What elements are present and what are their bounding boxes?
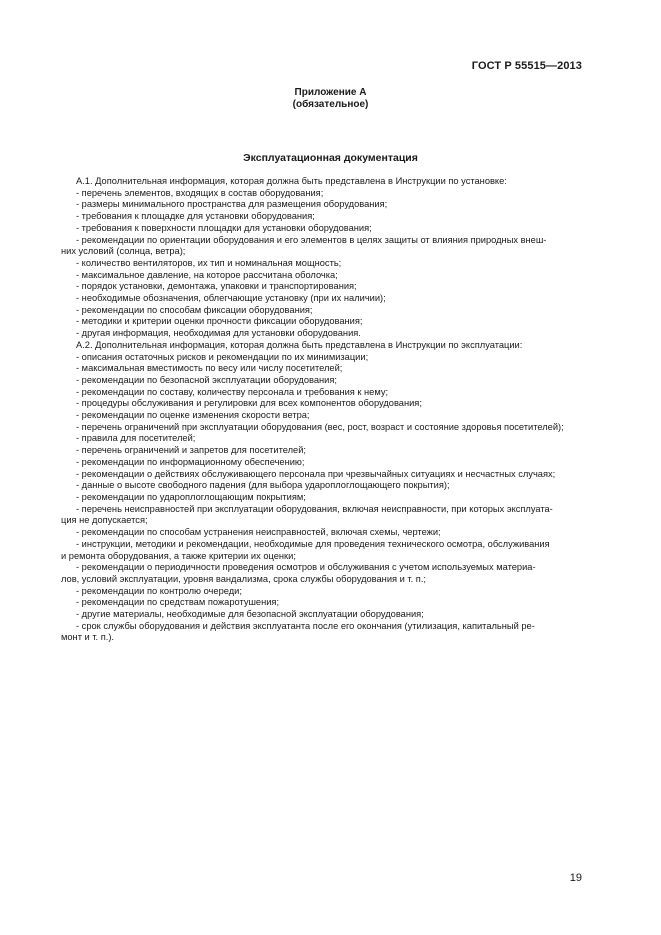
text-line: - другая информация, необходимая для установки оборудования. bbox=[76, 328, 361, 339]
text-line: - рекомендации по удароплоглощающим покрытиям; bbox=[76, 491, 306, 502]
text-line: - перечень неисправностей при эксплуатации оборудования, включая неисправности, при которых эксплуата- bbox=[76, 503, 553, 514]
annex-title: Приложение А bbox=[294, 87, 367, 98]
text-line: - перечень элементов, входящих в состав оборудования; bbox=[76, 187, 324, 198]
text-line: - рекомендации по информационному обеспечению; bbox=[76, 456, 305, 467]
text-line: - перечень ограничений при эксплуатации оборудования (вес, рост, возраст и состояние здоровья посетителей); bbox=[76, 421, 564, 432]
text-line: - рекомендации по средствам пожаротушения; bbox=[76, 597, 280, 608]
text-line: - перечень ограничений и запретов для посетителей; bbox=[76, 445, 306, 456]
text-line: - рекомендации о периодичности проведения осмотров и обслуживания с учетом используемых материа- bbox=[76, 562, 536, 573]
text-line: - порядок установки, демонтажа, упаковки и транспортирования; bbox=[76, 281, 357, 292]
text-line: и ремонта оборудования, а также критерии их оценки; bbox=[61, 550, 296, 561]
text-line: - требования к поверхности площадки для установки оборудования; bbox=[76, 222, 372, 233]
document-title: Эксплуатационная документация bbox=[243, 152, 418, 164]
text-line: - описания остаточных рисков и рекомендации по их минимизации; bbox=[76, 351, 369, 362]
text-line: - рекомендации по ориентации оборудования и его элементов в целях защиты от влияния природных внеш- bbox=[76, 234, 547, 245]
text-line: - необходимые обозначения, облегчающие установку (при их наличии); bbox=[76, 293, 386, 304]
body-text bbox=[61, 176, 581, 644]
text-line: - количество вентиляторов, их тип и номинальная мощность; bbox=[76, 257, 342, 268]
text-line: А.1. Дополнительная информация, которая должна быть представлена в Инструкции по установке: bbox=[76, 176, 507, 186]
text-line: - данные о высоте свободного падения (для выбора удароплоглощающего покрытия); bbox=[76, 480, 450, 491]
text-line: - рекомендации о действиях обслуживающего персонала при чрезвычайных ситуациях и несчастных случаях; bbox=[76, 468, 556, 479]
text-line: - другие материалы, необходимые для безопасной эксплуатации оборудования; bbox=[76, 609, 424, 620]
text-line: - требования к площадке для установки оборудования; bbox=[76, 211, 315, 222]
text-line: - рекомендации по составу, количеству персонала и требования к нему; bbox=[76, 386, 389, 397]
text-line: монт и т. п.). bbox=[61, 632, 115, 643]
text-line: - размеры минимального пространства для размещения оборудования; bbox=[76, 199, 388, 210]
text-line: - рекомендации по безопасной эксплуатации оборудования; bbox=[76, 374, 337, 385]
text-line: - процедуры обслуживания и регулировки для всех компонентов оборудования; bbox=[76, 398, 422, 409]
text-line: ция не допускается; bbox=[61, 515, 148, 526]
text-line: - правила для посетителей; bbox=[76, 433, 196, 444]
text-line: лов, условий эксплуатации, уровня вандализма, срока службы оборудования и т. п.; bbox=[61, 573, 426, 584]
text-line: А.2. Дополнительная информация, которая должна быть представлена в Инструкции по эксплуатации: bbox=[76, 339, 523, 350]
text-line: - максимальная вместимость по весу или числу посетителей; bbox=[76, 363, 343, 374]
text-line: - рекомендации по способам устранения неисправностей, включая схемы, чертежи; bbox=[76, 527, 441, 538]
text-line: - максимальное давление, на которое рассчитана оболочка; bbox=[76, 269, 338, 280]
text-line: них условий (солнца, ветра); bbox=[61, 246, 186, 257]
text-line: - рекомендации по оценке изменения скорости ветра; bbox=[76, 410, 310, 421]
standard-code: ГОСТ Р 55515—2013 bbox=[471, 60, 582, 72]
text-line: - срок службы оборудования и действия эксплуатанта после его окончания (утилизация, капитальный ре- bbox=[76, 620, 535, 631]
text-line: - рекомендации по контролю очереди; bbox=[76, 585, 242, 596]
page-number: 19 bbox=[569, 872, 582, 884]
annex-heading bbox=[0, 87, 661, 111]
text-line: - инструкции, методики и рекомендации, необходимые для проведения технического осмотра, обслуживания bbox=[76, 538, 550, 549]
text-line: - методики и критерии оценки прочности фиксации оборудования; bbox=[76, 316, 363, 327]
text-line: - рекомендации по способам фиксации оборудования; bbox=[76, 304, 313, 315]
annex-status: (обязательное) bbox=[292, 99, 369, 110]
